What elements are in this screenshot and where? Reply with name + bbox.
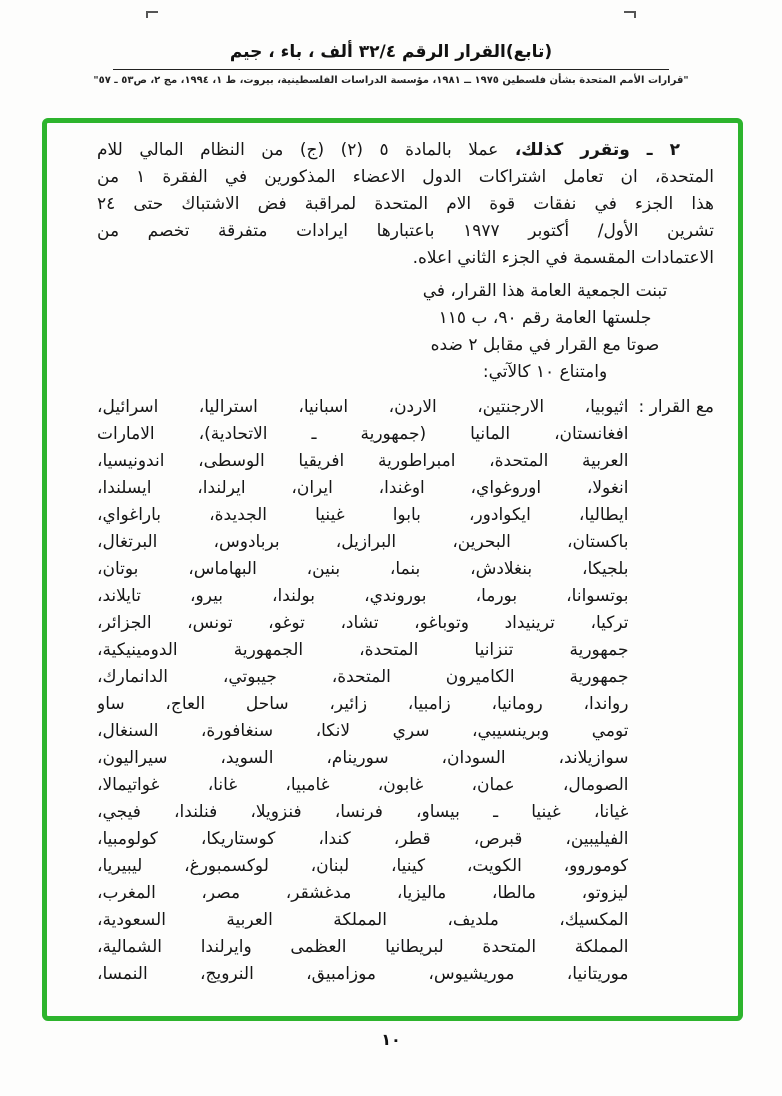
crop-mark-left (146, 11, 158, 18)
adoption-note-line: جلستها العامة رقم ٩٠، ب ١١٥ (438, 308, 652, 328)
page-header (0, 42, 782, 86)
country-line: ليزوتو، مالطا، ماليزيا، مدغشقر، مصر، المغرب، (97, 883, 629, 903)
paragraph-2-lead: ٢ ـ وتقرر كذلك، (514, 140, 680, 160)
paragraph-2 (97, 137, 714, 272)
paragraph-2-first-line (97, 137, 714, 164)
vote-for-label: مع القرار : (638, 397, 714, 417)
country-line: اثيوبيا، الارجنتين، الاردن، اسبانيا، استراليا، اسرائيل، (97, 397, 629, 417)
adoption-note (380, 278, 710, 386)
country-line: افغانستان، المانيا (جمهورية ـ الاتحادية)، الامارات (97, 424, 629, 444)
country-line: سوازيلاند، السودان، سورينام، السويد، سيراليون، (97, 748, 629, 768)
adoption-note-line: صوتا مع القرار في مقابل ٢ ضده (430, 335, 660, 355)
text-line: الاعتمادات المقسمة في الجزء الثاني اعلاه. (412, 248, 714, 268)
highlighted-text-region (42, 118, 743, 1021)
country-line: رواندا، رومانيا، زامبيا، زائير، ساحل العاج، ساو (97, 694, 629, 714)
country-line: المملكة المتحدة لبريطانيا العظمى وايرلندا الشمالية، (97, 937, 629, 957)
country-line: انغولا، اوروغواي، اوغندا، ايران، ايرلندا، ايسلندا، (97, 478, 629, 498)
page-number: ١٠ (381, 1030, 401, 1049)
country-line: تركيا، ترينيداد وتوباغو، تشاد، توغو، تونس، الجزائر، (97, 613, 629, 633)
country-line: الصومال، عمان، غابون، غامبيا، غانا، غواتيمالا، (97, 775, 629, 795)
vote-for-section (97, 394, 714, 988)
country-line: العربية المتحدة، امبراطورية افريقيا الوسطى، اندونيسيا، (97, 451, 629, 471)
adoption-note-line: وامتناع ١٠ كالآتي: (482, 362, 608, 382)
text-line: هذا الجزء في نفقات قوة الام المتحدة لمراقبة فض الاشتباك حتى ٢٤ (97, 194, 714, 214)
vote-for-country-list (97, 394, 628, 988)
country-line: الفيليبين، قبرص، قطر، كندا، كوستاريكا، كولومبيا، (97, 829, 629, 849)
header-divider (113, 69, 669, 70)
paragraph-2-lines (97, 164, 714, 272)
country-line: باكستان، البحرين، البرازيل، بربادوس، البرتغال، (97, 532, 629, 552)
country-line: المكسيك، ملديف، المملكة العربية السعودية، (97, 910, 629, 930)
crop-mark-right (624, 11, 636, 18)
country-line: جمهورية الكاميرون المتحدة، جيبوتي، الدانمارك، (97, 667, 629, 687)
source-citation: "قرارات الأمم المتحدة بشأن فلسطين ١٩٧٥ ــ ١٩٨١، مؤسسة الدراسات الفلسطينية، بيروت، ط ١، ١٩٩٤، مج ٢، ص٥٣ ـ ٥٧" (93, 75, 689, 86)
text-line: تشرين الأول/ أكتوبر ١٩٧٧ باعتبارها ايرادات متفرقة تخصم من (97, 221, 714, 241)
country-line: غيانا، غينيا ـ بيساو، فرنسا، فنزويلا، فنلندا، فيجي، (97, 802, 629, 822)
text-line: المتحدة، ان تعامل اشتراكات الدول الاعضاء المذكورين في الفقرة ١ من (97, 167, 714, 187)
country-line: بلجيكا، بنغلادش، بنما، بنين، البهاماس، بوتان، (97, 559, 629, 579)
adoption-note-line: تبنت الجمعية العامة هذا القرار، في (422, 281, 668, 301)
resolution-title: (تابع)القرار الرقم ٣٢/٤ ألف ، باء ، جيم (229, 42, 553, 62)
country-line: موريتانيا، موريشيوس، موزامبيق، النرويج، النمسا، (97, 964, 629, 984)
country-line: جمهورية تنزانيا المتحدة، الجمهورية الدومينيكية، (97, 640, 629, 660)
country-line: بوتسوانا، بورما، بوروندي، بولندا، بيرو، تايلاند، (97, 586, 629, 606)
country-line: كوموروو، الكويت، كينيا، لبنان، لوكسمبورغ، ليبيريا، (97, 856, 629, 876)
country-line: ايطاليا، ايكوادور، بابوا غينيا الجديدة، باراغواي، (97, 505, 629, 525)
country-line: تومي وبرينسيبي، سري لانكا، سنغافورة، السنغال، (97, 721, 629, 741)
paragraph-2-first-line-text: عملا بالمادة ٥ (٢) (ج) من النظام المالي للام (97, 140, 515, 160)
